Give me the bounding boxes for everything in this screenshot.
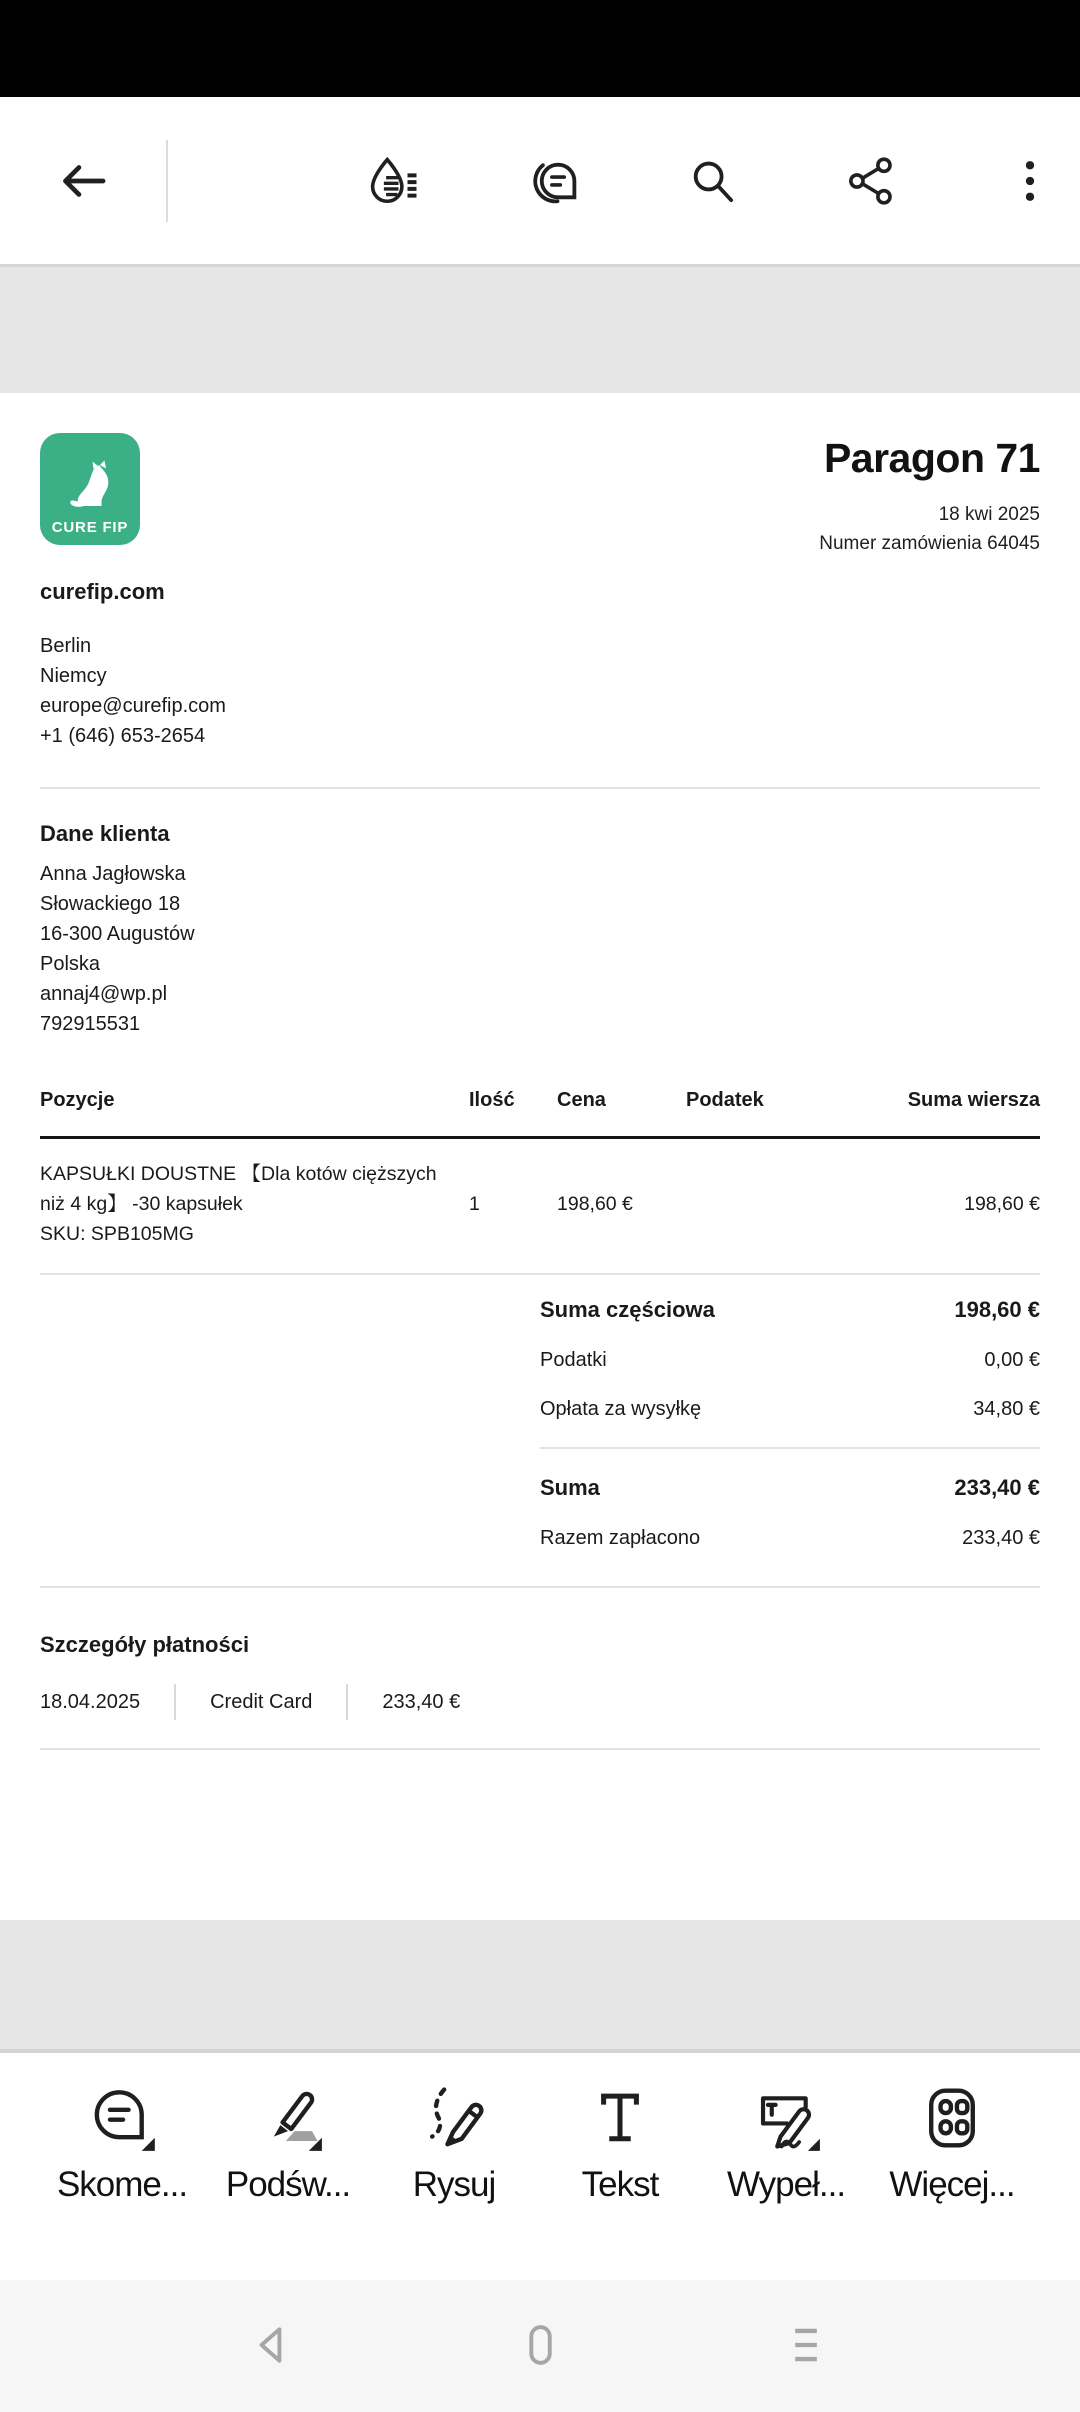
item-total: 198,60 €: [964, 1193, 1040, 1215]
merchant-country: Niemcy: [40, 665, 107, 687]
share-button[interactable]: [839, 149, 903, 213]
more-tools-label: Więcej...: [889, 2165, 1015, 2204]
nav-recents-icon: [780, 2319, 832, 2374]
item-name: KAPSUŁKI DOUSTNE 【Dla kotów cięższych niż 4 kg】 -30 kapsułek: [40, 1163, 437, 1215]
more-grid-icon: [917, 2083, 987, 2153]
header-price: Cena: [557, 1089, 606, 1111]
nav-home-button[interactable]: [502, 2308, 578, 2384]
payment-separator: [174, 1684, 176, 1720]
draw-tool-button[interactable]: [384, 2083, 524, 2205]
customer-country: Polska: [40, 953, 101, 975]
payment-amount: 233,40 €: [382, 1690, 461, 1713]
payment-section-divider: [40, 1586, 1040, 1588]
receipt-date: 18 kwi 2025: [938, 504, 1040, 525]
summary-divider: [540, 1447, 1040, 1449]
customer-details: [40, 859, 1040, 1039]
customer-street: Słowackiego 18: [40, 893, 181, 915]
customer-name: Anna Jagłowska: [40, 863, 186, 885]
cure-fip-logo: [40, 433, 140, 545]
paid-row: [540, 1527, 1040, 1550]
merchant-phone: +1 (646) 653-2654: [40, 725, 206, 747]
comment-tool-button[interactable]: [52, 2083, 192, 2205]
tax-label: Podatki: [540, 1349, 607, 1371]
comments-button[interactable]: [521, 149, 585, 213]
cat-logo-icon: [60, 456, 120, 518]
fill-sign-icon: [751, 2083, 821, 2153]
payment-method: Credit Card: [210, 1690, 313, 1713]
paid-label: Razem zapłacono: [540, 1527, 701, 1549]
overflow-menu-button[interactable]: [998, 149, 1062, 213]
comments-icon: [526, 154, 580, 208]
shipping-label: Opłata za wysyłkę: [540, 1398, 702, 1420]
totals-summary: [540, 1297, 1040, 1550]
header-items: Pozycje: [40, 1089, 115, 1111]
merchant-email: europe@curefip.com: [40, 695, 226, 717]
more-tools-button[interactable]: [882, 2083, 1022, 2205]
fill-sign-tool-button[interactable]: [716, 2083, 856, 2205]
pencil-draw-icon: [419, 2083, 489, 2153]
share-icon: [844, 154, 898, 208]
section-divider: [40, 787, 1040, 789]
fill-sign-tool-label: Wypeł...: [726, 2165, 846, 2204]
page-gutter-top: [0, 264, 1080, 393]
table-header-row: [40, 1089, 1040, 1139]
customer-heading: Dane klienta: [40, 821, 170, 846]
text-tool-button[interactable]: [550, 2083, 690, 2205]
back-button[interactable]: [52, 149, 116, 213]
toolbar-divider: [166, 140, 168, 222]
annotation-list-button[interactable]: [362, 149, 426, 213]
order-number: Numer zamówienia 64045: [819, 533, 1040, 554]
item-name-cell: [40, 1159, 469, 1249]
shipping-value: 34,80 €: [973, 1398, 1040, 1420]
subtotal-label: Suma częściowa: [540, 1297, 715, 1322]
receipt-document: [0, 393, 1080, 1920]
subtotal-value: 198,60 €: [954, 1297, 1040, 1322]
payment-bottom-divider: [40, 1748, 1040, 1750]
android-nav-bar: [0, 2280, 1080, 2412]
customer-city: 16-300 Augustów: [40, 923, 195, 945]
status-bar: [0, 0, 1080, 97]
comment-tool-label: Skome...: [56, 2165, 188, 2204]
search-button[interactable]: [680, 149, 744, 213]
receipt-title: Paragon 71: [823, 435, 1040, 481]
nav-back-button[interactable]: [236, 2308, 312, 2384]
payment-separator: [346, 1684, 348, 1720]
paid-value: 233,40 €: [962, 1527, 1040, 1549]
subtotal-row: [540, 1297, 1040, 1323]
item-price: 198,60 €: [557, 1193, 633, 1215]
merchant-city: Berlin: [40, 635, 92, 657]
toolbar-action-group: [362, 149, 1062, 213]
top-toolbar: [0, 97, 1080, 264]
customer-email: annaj4@wp.pl: [40, 983, 168, 1005]
item-sku: SKU: SPB105MG: [40, 1223, 194, 1245]
highlight-tool-label: Podśw...: [225, 2165, 351, 2204]
merchant-name: curefip.com: [40, 579, 165, 604]
tax-row: [540, 1349, 1040, 1372]
overflow-menu-icon: [1003, 154, 1057, 208]
highlighter-icon: [253, 2083, 323, 2153]
nav-recents-button[interactable]: [768, 2308, 844, 2384]
nav-home-icon: [514, 2319, 566, 2374]
total-label: Suma: [540, 1475, 600, 1500]
draw-tool-label: Rysuj: [412, 2165, 496, 2204]
total-row: [540, 1475, 1040, 1501]
highlight-tool-button[interactable]: [218, 2083, 358, 2205]
shipping-row: [540, 1398, 1040, 1421]
ink-drop-list-icon: [367, 154, 421, 208]
document-header-right: [819, 433, 1040, 555]
payment-date: 18.04.2025: [40, 1690, 141, 1713]
total-value: 233,40 €: [954, 1475, 1040, 1500]
annotation-toolbar: [0, 2057, 1080, 2280]
document-header: [40, 393, 1040, 555]
payment-heading: Szczegóły płatności: [40, 1632, 250, 1657]
header-row-total: Suma wiersza: [907, 1089, 1040, 1111]
text-tool-label: Tekst: [581, 2165, 659, 2204]
tax-value: 0,00 €: [984, 1349, 1040, 1371]
nav-back-icon: [248, 2319, 300, 2374]
header-qty: Ilość: [469, 1089, 515, 1111]
logo-brand-text: CURE FIP: [51, 519, 129, 536]
items-table: [40, 1089, 1040, 1275]
item-qty: 1: [469, 1193, 480, 1215]
comment-icon: [87, 2083, 157, 2153]
header-tax: Podatek: [686, 1089, 764, 1111]
text-icon: [585, 2083, 655, 2153]
payment-row: [40, 1684, 1040, 1720]
table-row: [40, 1139, 1040, 1275]
customer-phone: 792915531: [40, 1013, 141, 1035]
page-gutter-bottom: [0, 1920, 1080, 2053]
search-icon: [685, 154, 739, 208]
merchant-address: [40, 631, 1040, 751]
back-arrow-icon: [57, 154, 111, 208]
